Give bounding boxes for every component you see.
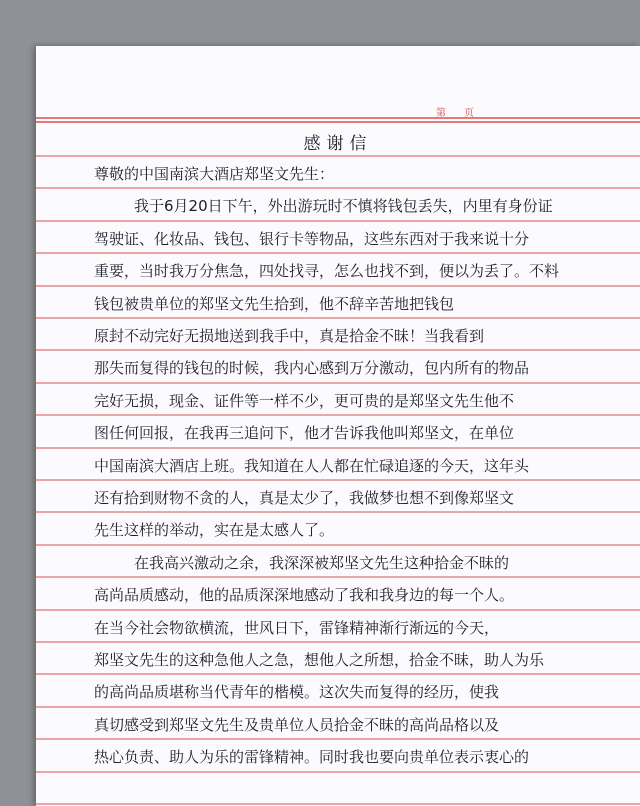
letter-line: 在当今社会物欲横流，世风日下，雷锋精神渐行渐远的今天，	[94, 618, 500, 637]
letter-line: 的高尚品质堪称当代青年的楷模。这次失而复得的经历，使我	[94, 683, 500, 702]
letter-line: 驾驶证、化妆品、钱包、银行卡等物品，这些东西对于我来说十分	[94, 229, 530, 248]
letter-line: 还有拾到财物不贪的人，真是太少了，我做梦也想不到像郑坚文	[94, 489, 515, 507]
letter-line: 我于6月20日下午，外出游玩时不慎将钱包丢失，内里有身份证	[134, 197, 553, 216]
letter-line: 先生这样的举动，实在是太感人了。	[94, 521, 335, 540]
letter-line: 在我高兴激动之余，我深深被郑坚文先生这种拾金不昧的	[134, 553, 510, 572]
letter-line: 图任何回报，在我再三追问下，他才告诉我他叫郑坚文，在单位	[94, 424, 515, 443]
letter-page	[36, 46, 640, 806]
letter-line: 热心负责、助人为乐的雷锋精神。同时我也要向贵单位表示衷心的	[94, 748, 530, 767]
letter-title: 感谢信	[303, 134, 373, 154]
page-number-label	[436, 104, 492, 119]
letter-line: 郑坚文先生的这种急他人之急，想他人之所想，拾金不昧，助人为乐	[94, 651, 545, 669]
letter-line: 原封不动完好无损地送到我手中，真是拾金不昧！当我看到	[94, 327, 485, 345]
letter-line: 高尚品质感动，他的品质深深地感动了我和我身边的每一个人。	[94, 586, 515, 605]
letter-line: 真切感受到郑坚文先生及贵单位人员拾金不昧的高尚品格以及	[94, 715, 500, 734]
letter-line: 完好无损，现金、证件等一样不少，更可贵的是郑坚文先生他不	[94, 391, 515, 410]
letter-line: 尊敬的中国南滨大酒店郑坚文先生：	[94, 165, 335, 183]
letter-line: 钱包被贵单位的郑坚文先生拾到，他不辞辛苦地把钱包	[94, 294, 455, 313]
page-label-prefix: 第	[436, 108, 464, 119]
letter-line: 那失而复得的钱包的时候，我内心感到万分激动，包内所有的物品	[94, 359, 530, 378]
letter-line: 重要，当时我万分焦急，四处找寻，怎么也找不到，便以为丢了。不料	[94, 262, 560, 281]
letter-line: 中国南滨大酒店上班。我知道在人人都在忙碌追逐的今天，这年头	[94, 456, 530, 475]
page-label-suffix: 页	[464, 108, 492, 119]
